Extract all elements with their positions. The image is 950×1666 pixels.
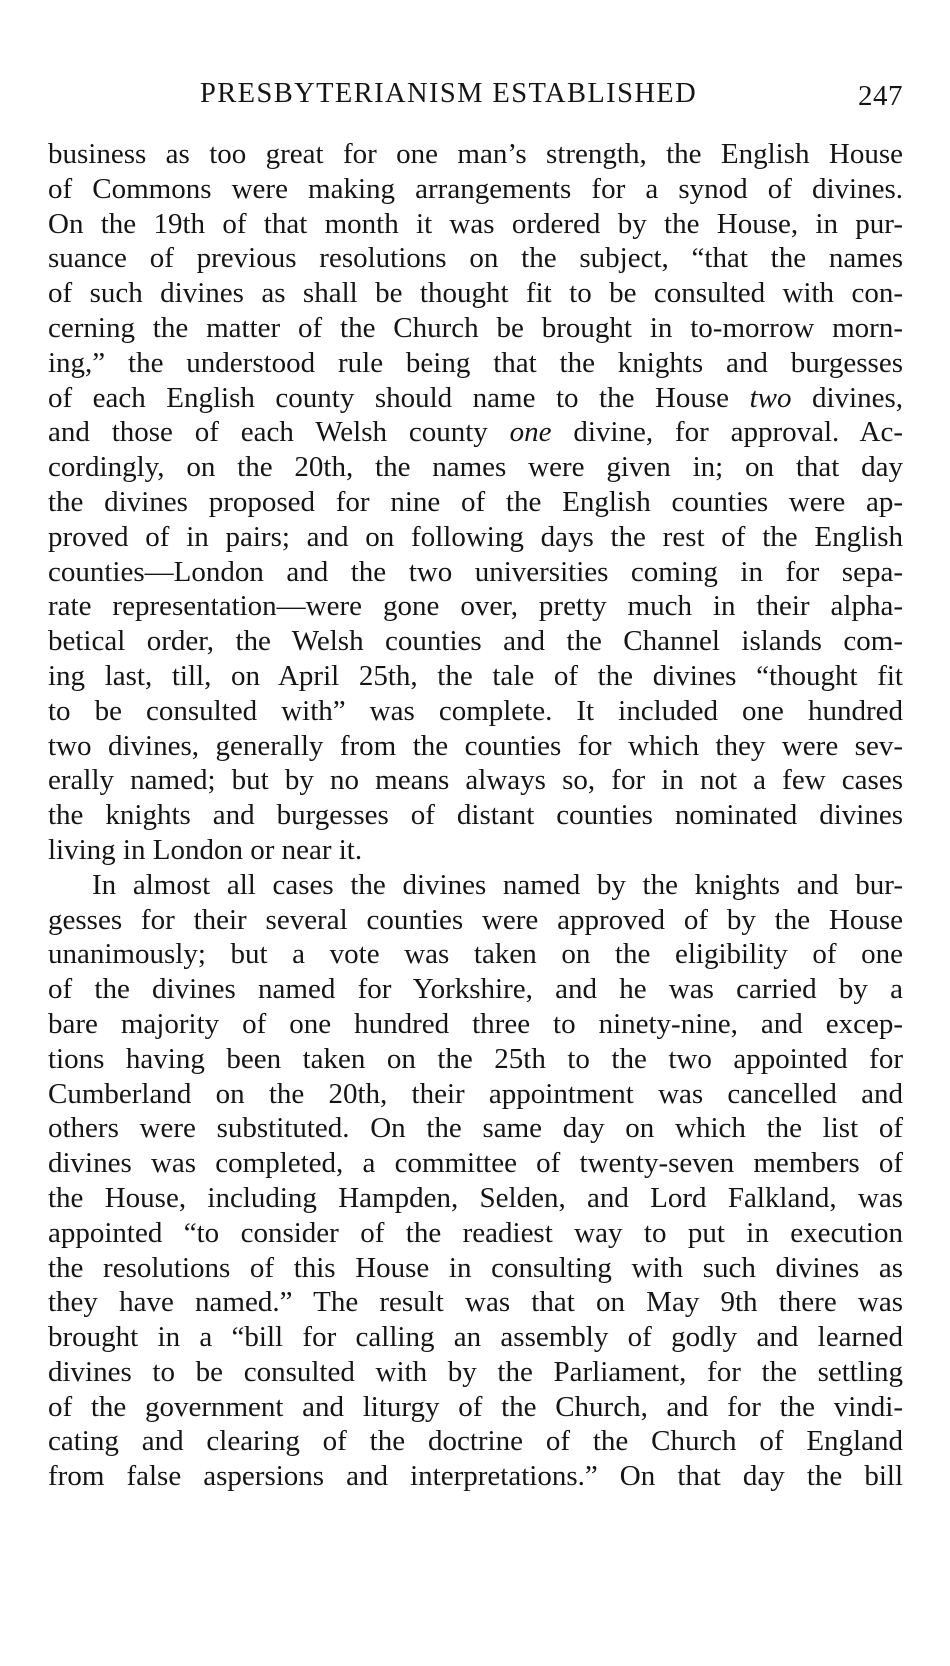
text-line: cerning the matter of the Church be brought in to-morrow morn- bbox=[48, 311, 903, 344]
text-line: suance of previous resolutions on the subject, “that the names bbox=[48, 242, 903, 275]
text-line: of such divines as shall be thought fit to be consulted with con- bbox=[48, 277, 903, 310]
text-line: the House, including Hampden, Selden, and Lord Falkland, was bbox=[48, 1181, 903, 1214]
paragraph-2 bbox=[48, 868, 903, 1494]
text-run: divine, for approval. Ac- bbox=[551, 416, 903, 449]
text-line: two divines, generally from the counties for which they were sev- bbox=[48, 729, 903, 762]
text-line: In almost all cases the divines named by the knights and bur- bbox=[92, 868, 903, 901]
text-line: proved of in pairs; and on following days the rest of the English bbox=[48, 520, 903, 553]
text-line: gesses for their several counties were approved of by the House bbox=[48, 903, 903, 936]
text-line: ing,” the understood rule being that the knights and burgesses bbox=[48, 346, 903, 379]
text-line: others were substituted. On the same day on which the list of bbox=[48, 1112, 903, 1145]
text-line bbox=[48, 381, 903, 416]
text-line: business as too great for one man’s strength, the English House bbox=[48, 138, 903, 170]
running-header bbox=[48, 76, 903, 112]
text-line: of the divines named for Yorkshire, and he was carried by a bbox=[48, 973, 903, 1006]
text-run: of each English county should name to the House bbox=[48, 381, 750, 414]
chapter-title: PRESBYTERIANISM ESTABLISHED bbox=[200, 78, 698, 109]
page-number: 247 bbox=[858, 80, 903, 112]
text-line: counties—London and the two universities coming in for sepa- bbox=[48, 555, 903, 588]
text-line: divines to be consulted with by the Parliament, for the settling bbox=[48, 1355, 903, 1388]
text-line: bare majority of one hundred three to ninety-nine, and excep- bbox=[48, 1007, 903, 1040]
italic-word: two bbox=[749, 381, 792, 414]
text-line: of Commons were making arrangements for a synod of divines. bbox=[48, 172, 903, 205]
text-line: the knights and burgesses of distant counties nominated divines bbox=[48, 799, 903, 832]
body-text bbox=[48, 137, 903, 1494]
text-line: divines was completed, a committee of twenty-seven members of bbox=[48, 1147, 903, 1180]
text-line: On the 19th of that month it was ordered by the House, in pur- bbox=[48, 207, 903, 240]
text-line: the resolutions of this House in consulting with such divines as bbox=[48, 1251, 903, 1284]
text-line: ing last, till, on April 25th, the tale of the divines “thought fit bbox=[48, 659, 903, 692]
text-line: unanimously; but a vote was taken on the eligibility of one bbox=[48, 938, 903, 971]
text-line: cordingly, on the 20th, the names were given in; on that day bbox=[48, 451, 903, 484]
text-line: of the government and liturgy of the Church, and for the vindi- bbox=[48, 1390, 903, 1423]
paragraph-1 bbox=[48, 137, 903, 868]
text-line: from false aspersions and interpretations.” On that day the bill bbox=[48, 1460, 903, 1493]
text-line: to be consulted with” was complete. It included one hundred bbox=[48, 694, 903, 727]
text-run: divines, bbox=[791, 381, 903, 414]
text-line: appointed “to consider of the readiest way to put in execution bbox=[48, 1216, 903, 1249]
text-line: they have named.” The result was that on May 9th there was bbox=[48, 1286, 903, 1319]
text-line: brought in a “bill for calling an assembly of godly and learned bbox=[48, 1321, 903, 1354]
text-line: cating and clearing of the doctrine of the Church of England bbox=[48, 1425, 903, 1458]
italic-word: one bbox=[509, 416, 552, 449]
text-run: and those of each Welsh county bbox=[48, 416, 510, 449]
text-line: the divines proposed for nine of the English counties were ap- bbox=[48, 485, 903, 518]
text-line: rate representation—were gone over, pretty much in their alpha- bbox=[48, 590, 903, 623]
text-line: Cumberland on the 20th, their appointment was cancelled and bbox=[48, 1077, 903, 1110]
text-line: betical order, the Welsh counties and the Channel islands com- bbox=[48, 625, 903, 658]
text-line: tions having been taken on the 25th to the two appointed for bbox=[48, 1042, 903, 1075]
text-line bbox=[48, 415, 903, 450]
text-line: erally named; but by no means always so, for in not a few cases bbox=[48, 764, 903, 797]
text-line: living in London or near it. bbox=[48, 833, 363, 866]
